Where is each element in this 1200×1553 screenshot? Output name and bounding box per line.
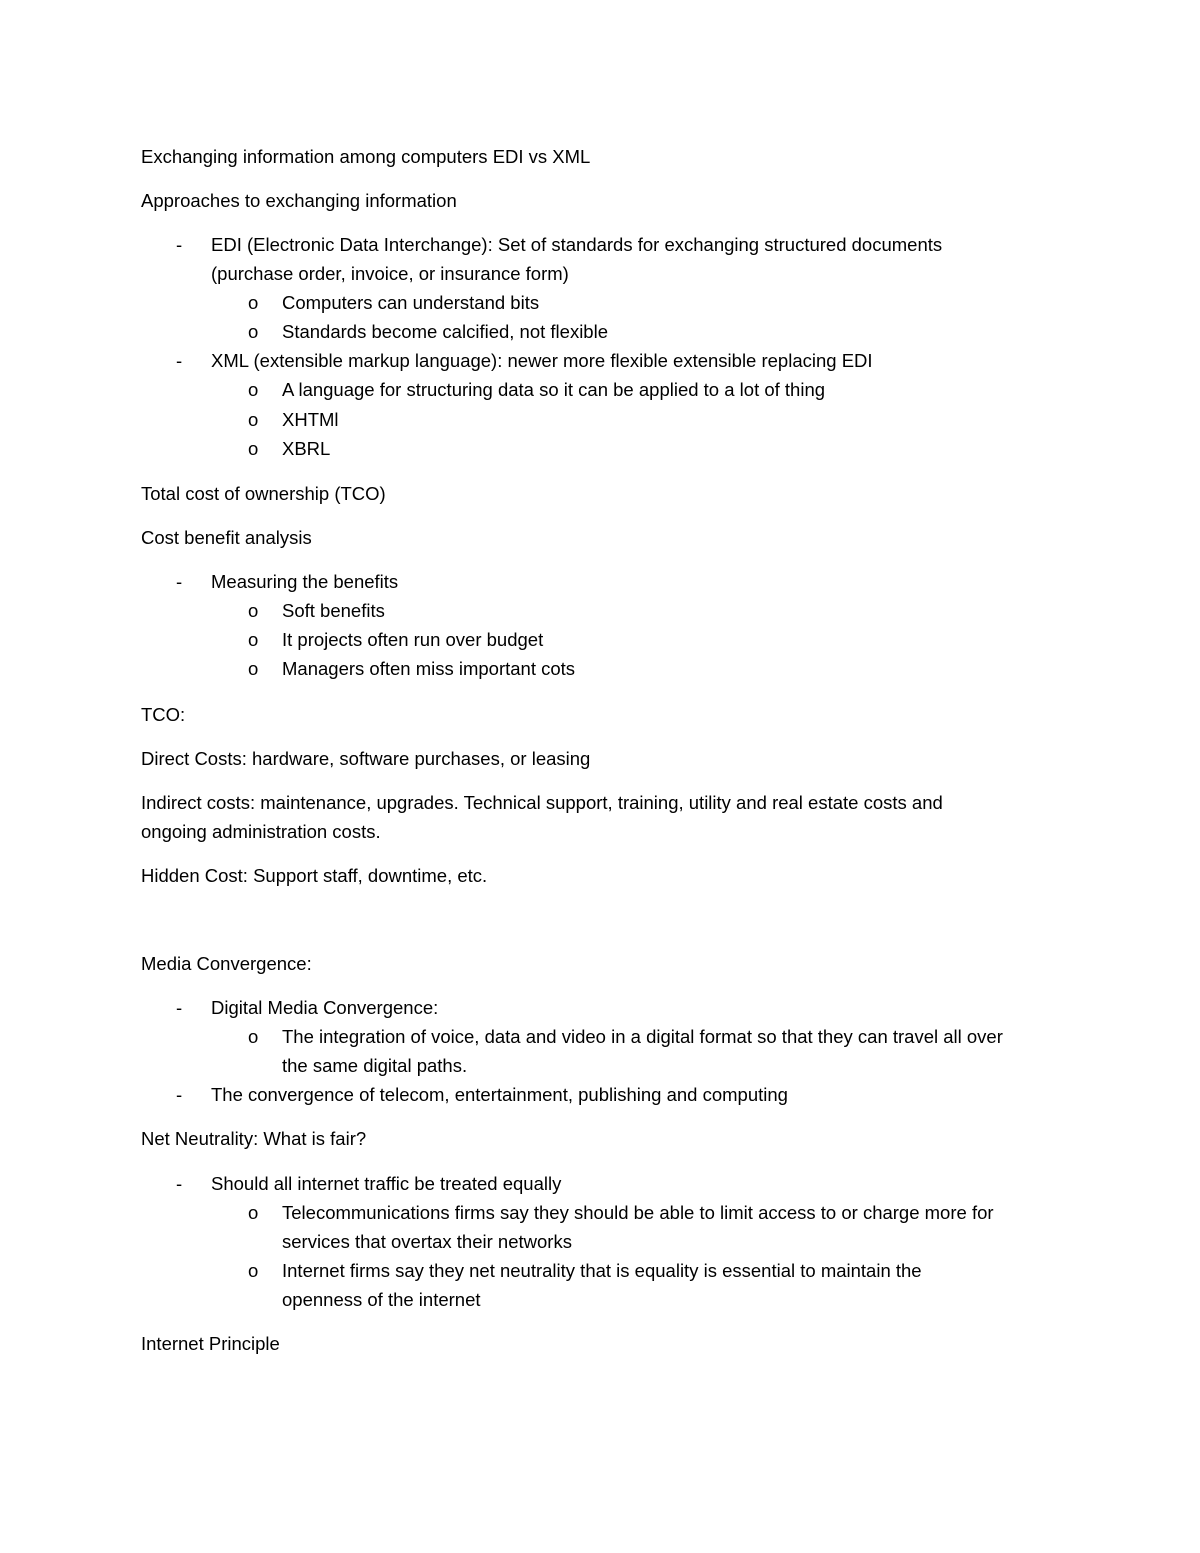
doc-line-26: The convergence of telecom, entertainment, publishing and computing (211, 1084, 788, 1105)
circle-bullet: o (248, 409, 259, 430)
circle-bullet: o (248, 629, 259, 650)
doc-line-23: Digital Media Convergence: (211, 997, 439, 1018)
circle-bullet: o (248, 292, 259, 313)
doc-line-7: XML (extensible markup language): newer more flexible extensible replacing EDI (211, 350, 873, 371)
circle-bullet: o (248, 321, 259, 342)
doc-line-33: Internet Principle (141, 1333, 280, 1354)
doc-line-22: Media Convergence: (141, 953, 312, 974)
doc-line-24: The integration of voice, data and video in a digital format so that they can travel all over (282, 1026, 1003, 1047)
doc-line-14: Soft benefits (282, 600, 385, 621)
dash-bullet: - (176, 1173, 183, 1194)
doc-line-16: Managers often miss important cots (282, 658, 576, 679)
doc-line-13: Measuring the benefits (211, 571, 399, 592)
doc-line-1: Exchanging information among computers EDI vs XML (141, 146, 591, 167)
dash-bullet: - (176, 571, 183, 592)
dash-bullet: - (176, 234, 183, 255)
circle-bullet: o (248, 1026, 259, 1047)
circle-bullet: o (248, 600, 259, 621)
dash-bullet: - (176, 350, 183, 371)
circle-bullet: o (248, 658, 259, 679)
dash-bullet: - (176, 997, 183, 1018)
doc-line-20: ongoing administration costs. (141, 821, 381, 842)
circle-bullet: o (248, 1202, 259, 1223)
doc-line-19: Indirect costs: maintenance, upgrades. Technical support, training, utility and real estate costs and (141, 792, 943, 813)
doc-line-12: Cost benefit analysis (141, 527, 312, 548)
doc-line-31: Internet firms say they net neutrality that is equality is essential to maintain the (282, 1260, 922, 1281)
doc-line-6: Standards become calcified, not flexible (282, 321, 608, 342)
circle-bullet: o (248, 1260, 259, 1281)
doc-line-3: EDI (Electronic Data Interchange): Set of standards for exchanging structured documents (211, 234, 943, 255)
circle-bullet: o (248, 379, 259, 400)
doc-line-2: Approaches to exchanging information (141, 190, 457, 211)
doc-line-9: XHTMl (282, 409, 339, 430)
doc-line-4: (purchase order, invoice, or insurance form) (211, 263, 569, 284)
doc-line-18: Direct Costs: hardware, software purchases, or leasing (141, 748, 591, 769)
doc-line-21: Hidden Cost: Support staff, downtime, etc. (141, 865, 488, 886)
doc-line-25: the same digital paths. (282, 1055, 468, 1076)
circle-bullet: o (248, 438, 259, 459)
doc-line-32: openness of the internet (282, 1289, 481, 1310)
doc-line-27: Net Neutrality: What is fair? (141, 1128, 367, 1149)
doc-line-8: A language for structuring data so it can be applied to a lot of thing (282, 379, 826, 400)
doc-line-28: Should all internet traffic be treated equally (211, 1173, 562, 1194)
doc-line-5: Computers can understand bits (282, 292, 540, 313)
doc-line-29: Telecommunications firms say they should be able to limit access to or charge more for (282, 1202, 994, 1223)
doc-line-15: It projects often run over budget (282, 629, 544, 650)
doc-line-30: services that overtax their networks (282, 1231, 572, 1252)
dash-bullet: - (176, 1084, 183, 1105)
doc-line-10: XBRL (282, 438, 331, 459)
doc-line-17: TCO: (141, 704, 186, 725)
doc-line-11: Total cost of ownership (TCO) (141, 483, 386, 504)
